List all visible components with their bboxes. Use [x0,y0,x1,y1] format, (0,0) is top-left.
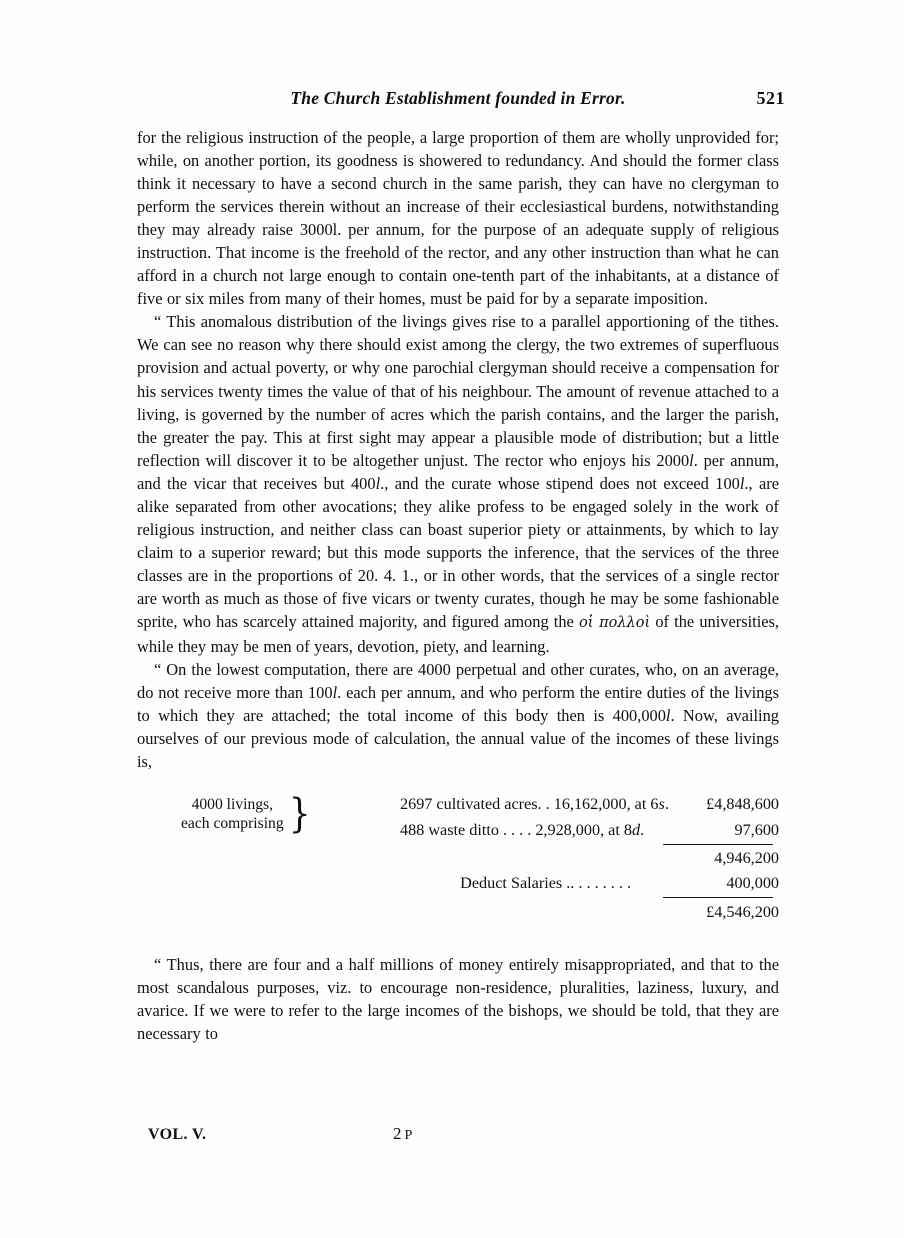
page-number: 521 [756,88,785,108]
signature-number: 2 [393,1124,402,1143]
calculation-label-line-2: each comprising [181,815,284,833]
calculation-label-line-1: 4000 livings, [191,796,274,814]
shillings-unit: s [658,795,665,814]
calculation-row-description [400,793,669,815]
paragraph-2-text-e: of the universities, while they may be men of years, devotion, piety, and learning. [137,611,779,657]
paragraph-1-text-a: for the religious instruction of the people, a large proportion of them are wholly unprovided for; while, on another portion, its goodness is showered to redundancy. And should the former class think it necessary to have a second church in the same parish, they can have no clergyman to perform the services therein without an increase of their ecclesiastical burdens, notwithstanding they may already raise 3000l. per annum, for the purpose of an adequate supply of religious instruction. That income is the freehold of the rector, and any other instruction than what he can afford in a church not large enough to contain one-tenth part of the inhabitants, at a distance of five or six miles from many of their homes, must be paid for by a separate imposition. [137,128,779,309]
paragraph-3-text-a: “ On the lowest computation, there are 4000 perpetual and other curates, who, on an average, do not receive more than 100 [137,660,779,703]
calculation-deduct-label: Deduct Salaries .. . . . . . . . [460,874,631,893]
calculation-table [137,793,779,923]
pence-unit: d [632,821,641,840]
paragraph-2-text-d: ., are alike separated from other avocations; they alike profess to be engaged solely in the work of religious instruction, and neither class can boast superior piety or attainments, by which to lay claim to a superior reward; but this mode supports the inference, that the services of the three classes are in the proportions of 20. 4. 1., or in other words, that the services of a single rector are worth as much as those of five vicars or twenty curates, though he may be some fashionable sprite, who has scarcely attained majority, and figured among the [137,473,779,631]
signature-letter: P [404,1128,413,1143]
running-head [137,88,785,118]
shillings-unit-suffix: . [664,795,669,814]
paragraph-3-text-c: . Now, availing ourselves of our previous mode of calculation, the annual value of the incomes of these livings is, [137,706,780,772]
calculation-subtotal-amount: 4,946,200 [714,849,779,868]
paragraph-3-text-b: . each per annum, and who perform the entire duties of the livings to which they are attached; the total income of this body then is 400,000 [137,683,779,726]
pounds-abbrev-100: l [739,473,745,493]
pounds-abbrev-2000: l [689,450,694,470]
paragraph-3 [137,658,779,773]
page-content [137,88,785,1046]
pounds-abbrev-100-curate: l [332,683,338,703]
pence-unit-suffix: . [640,821,645,840]
calculation-deduct-row [137,872,779,894]
horizontal-rule [663,897,773,898]
calculation-deduct-amount: 400,000 [726,874,779,893]
paragraph-4-text: “ Thus, there are four and a half millions of money entirely misappropriated, and that to the most scandalous purposes, viz. to encourage non-residence, pluralities, laziness, luxury, and avarice. If we were to refer to the large incomes of the bishops, we should be told, that they are necessary to [137,955,779,1044]
calculation-row-description-text: 488 waste ditto . . . . 2,928,000, at 8 [400,821,632,840]
calculation-subtotal-row [137,847,779,869]
calculation-row-amount: £4,848,600 [706,795,779,814]
calculation-subtotal-rule-row [137,844,779,845]
signature-mark [393,1124,412,1144]
calculation-row-description-text: 2697 cultivated acres. . 16,162,000, at 6 [400,795,659,814]
greek-phrase-hoi-polloi: οἱ πολλοὶ [579,614,651,631]
paragraph-2-text-a: “ This anomalous distribution of the livings gives rise to a parallel apportioning of the tithes. We can see no reason why there should exist among the clergy, the two extremes of superfluous provision and actual poverty, or why one parochial clergyman should receive a compensation for his services twenty times the value of that of his neighbour. The amount of revenue attached to a living, is governed by the number of acres which the parish contains, and the larger the parish, the greater the pay. This at first sight may appear a plausible mode of distribution; but a little reflection will discover it to be altogether unjust. The rector who enjoys his 2000 [137,312,779,470]
paragraph-2 [137,310,779,658]
pounds-abbrev-400000: l [665,706,671,726]
calculation-row-amount: 97,600 [734,821,779,840]
paragraph-1 [137,126,779,310]
volume-label: VOL. V. [148,1126,207,1143]
horizontal-rule [663,844,773,845]
paragraph-2-text-c: ., and the curate whose stipend does not exceed 100 [380,473,740,493]
running-title: The Church Establishment founded in Error. [290,88,626,108]
calculation-row-description [400,819,644,841]
paragraph-2-text-b: . per annum, and the vicar that receives but 400 [137,450,779,493]
curly-brace-icon: } [288,791,311,838]
paragraph-4 [137,953,779,1045]
pounds-abbrev-400: l [375,473,381,493]
calculation-total-amount: £4,546,200 [706,903,779,922]
calculation-total-row [137,901,779,923]
calculation-label-lines [181,795,284,833]
calculation-brace-label [181,791,312,838]
calculation-total-rule-row [137,897,779,898]
